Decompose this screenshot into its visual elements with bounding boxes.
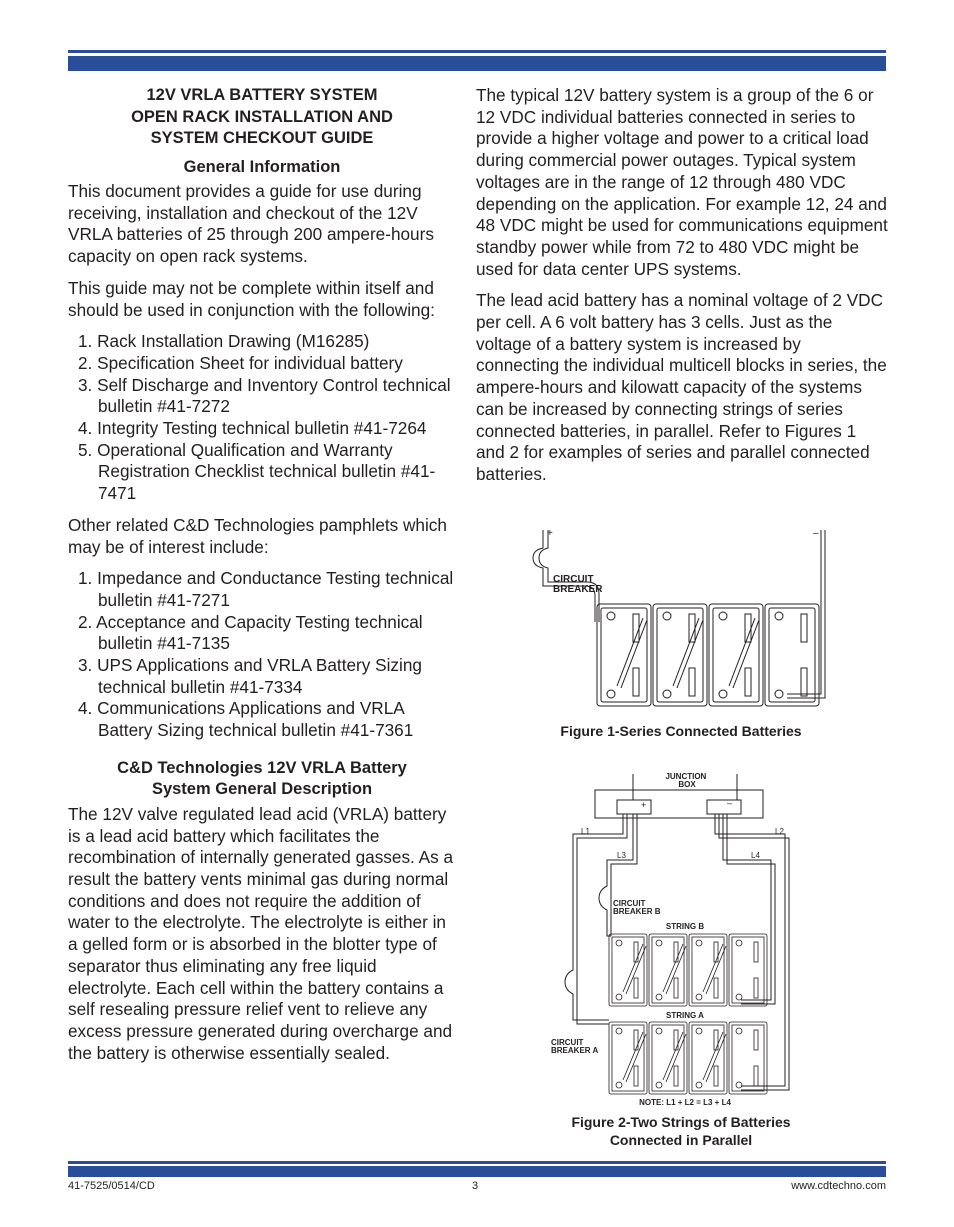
fig2-breaker-a-line: CIRCUIT (551, 1038, 584, 1047)
header-rule-thick (68, 56, 886, 71)
typical-system-paragraph: The typical 12V battery system is a group of the 6 or 12 VDC individual batteries connected in series to provide a higher voltage and power to a critical load during commercial power outages. Typical system voltages are in the range of 12 through 480 VDC depending on the application. For example 12, 24 and 48 VDC might be used for communications equipment standby power while from 72 to 480 VDC might be used for data center UPS systems. (476, 85, 888, 279)
list-item: 2. Specification Sheet for individual battery (78, 352, 403, 373)
fig2-breaker-b-label (613, 899, 661, 916)
fig2-minus-label: – (727, 798, 733, 808)
fig1-batteries (597, 604, 819, 706)
footer-doc-number: 41-7525/0514/CD (68, 1180, 155, 1192)
system-description-heading (68, 758, 456, 801)
reference-list (68, 331, 456, 505)
fig2-junction-line: BOX (678, 780, 696, 789)
list-item: 2. Acceptance and Capacity Testing technical bulletin #41-7135 (78, 611, 423, 654)
fig1-plus-label: + (547, 528, 553, 539)
list-item: 4. Integrity Testing technical bulletin #41-7264 (78, 418, 427, 439)
battery (709, 604, 763, 706)
list-item: 1. Rack Installation Drawing (M16285) (78, 331, 370, 352)
vrla-description-paragraph: The 12V valve regulated lead acid (VRLA) battery is a lead acid battery which facilitates the recombination of internally generated gasses. As a result the battery vents minimal gas during normal conditions and does not require the addition of water to the electrolyte. The electrolyte is either in a gelled form or is absorbed in the blotter type of separator thus eliminating any free liquid electrolyte. Each cell within the battery contains a self resealing pressure relief vent to relieve any excess pressure generated during overcharge and the battery is otherwise essentially sealed. (68, 803, 454, 1063)
figure-1-series-diagram (525, 522, 835, 717)
fig2-plus-label: + (641, 800, 647, 810)
fig1-breaker-label (553, 574, 603, 595)
fig2-l1-label: L1 (581, 827, 590, 836)
battery (689, 934, 727, 1006)
battery (649, 1022, 687, 1094)
general-information-heading: General Information (183, 157, 341, 176)
battery (609, 1022, 647, 1094)
figure-1-caption: Figure 1-Series Connected Batteries (560, 723, 802, 739)
footer-rule-thin (68, 1161, 886, 1164)
fig2-junction-label (665, 772, 708, 789)
footer-page-number: 3 (472, 1180, 479, 1192)
battery (765, 604, 819, 706)
guide-paragraph: This guide may not be complete within itself and should be used in conjunction with the following: (68, 277, 435, 320)
fig2-string-b-label: STRING B (665, 922, 705, 931)
fig1-breaker-line: CIRCUIT (553, 574, 594, 585)
title-line: OPEN RACK INSTALLATION AND (131, 107, 393, 126)
figure-2-parallel-diagram (545, 768, 820, 1110)
fig2-l3-label: L3 (617, 851, 626, 860)
list-item: 4. Communications Applications and VRLA Battery Sizing technical bulletin #41-7361 (78, 698, 414, 741)
battery (609, 934, 647, 1006)
battery (597, 604, 651, 706)
left-column (68, 85, 456, 1074)
fig2-l4-label: L4 (751, 851, 760, 860)
header-rule-thin (68, 50, 886, 53)
footer-website: www.cdtechno.com (791, 1180, 886, 1192)
heading-line: C&D Technologies 12V VRLA Battery (117, 758, 407, 777)
fig2-string-a (609, 1022, 767, 1094)
list-item: 5. Operational Qualification and Warranty Registration Checklist technical bulletin #41-7471 (78, 439, 436, 504)
lead-acid-paragraph: The lead acid battery has a nominal voltage of 2 VDC per cell. A 6 volt battery has 3 cells. Just as the voltage of a battery system is increased by connecting the individual multicell blocks in series, the ampere-hours and kilowatt capacity of the systems can be increased by connecting strings of series connected batteries, in parallel. Refer to Figures 1 and 2 for examples of series and parallel connected batteries. (476, 290, 887, 484)
pamphlets-paragraph: Other related C&D Technologies pamphlets which may be of interest include: (68, 514, 447, 557)
list-item: 1. Impedance and Conductance Testing technical bulletin #41-7271 (78, 568, 454, 610)
fig2-junction-line: JUNCTION (665, 772, 707, 781)
list-item: 3. UPS Applications and VRLA Battery Sizing technical bulletin #41-7334 (78, 655, 422, 697)
footer-rule-thick (68, 1166, 886, 1177)
fig2-breaker-b-line: CIRCUIT (613, 899, 646, 908)
right-column (476, 85, 888, 496)
battery (729, 1022, 767, 1094)
fig2-string-a-label: STRING A (666, 1011, 704, 1020)
fig2-breaker-a-line: BREAKER A (551, 1046, 599, 1055)
caption-line: Figure 2-Two Strings of Batteries (571, 1114, 791, 1130)
title-line: SYSTEM CHECKOUT GUIDE (150, 129, 374, 147)
battery (689, 1022, 727, 1094)
title-line: 12V VRLA BATTERY SYSTEM (146, 86, 378, 104)
figure-2-caption (520, 1113, 842, 1149)
battery (729, 934, 767, 1006)
fig2-breaker-b-line: BREAKER B (613, 907, 661, 916)
list-item: 3. Self Discharge and Inventory Control technical bulletin #41-7272 (78, 374, 451, 417)
battery (649, 934, 687, 1006)
heading-line: System General Description (151, 780, 373, 799)
fig2-note: NOTE: L1 + L2 = L3 + L4 (639, 1098, 731, 1107)
battery (653, 604, 707, 706)
pamphlet-list (68, 568, 456, 742)
caption-line: Connected in Parallel (609, 1132, 753, 1148)
intro-paragraph: This document provides a guide for use during receiving, installation and checkout of the 12V VRLA batteries of 25 through 200 ampere-hours capacity on open rack systems. (68, 181, 434, 267)
fig2-breaker-a-label (551, 1038, 598, 1055)
fig1-minus-label: – (813, 528, 819, 539)
fig1-breaker-line: BREAKER (553, 584, 603, 595)
fig2-string-b (609, 934, 767, 1006)
fig2-l2-label: L2 (775, 827, 784, 836)
document-title (68, 85, 456, 150)
